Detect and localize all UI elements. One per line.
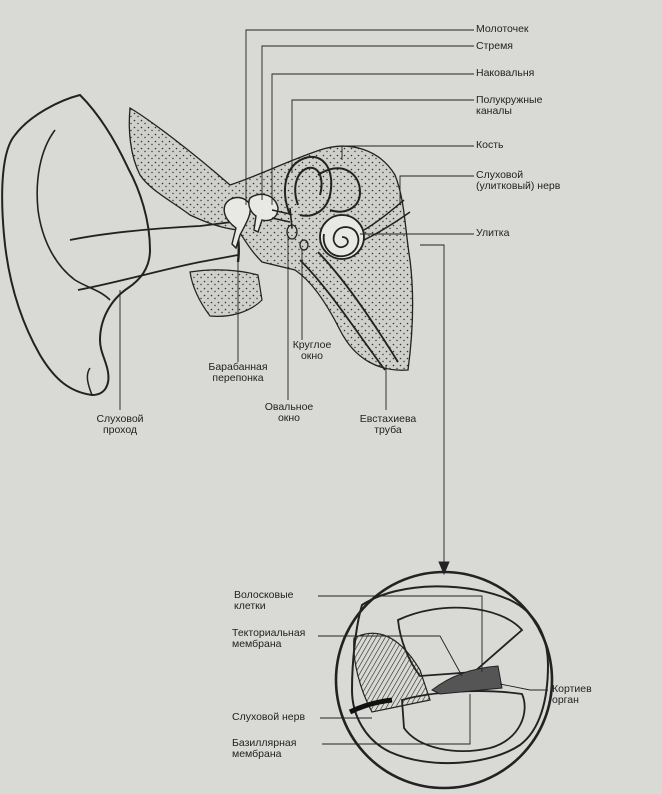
leader-lines: [120, 30, 474, 574]
label-cochlea: Улитка: [476, 227, 510, 239]
label-eardrum: Барабанная перепонка: [208, 361, 268, 384]
label-round-window: Круглое окно: [292, 339, 332, 362]
label-basilar-membrane: Базиллярная мембрана: [232, 737, 297, 760]
label-organ-of-corti: Кортиев орган: [552, 683, 592, 706]
label-hammer: Молоточек: [476, 23, 529, 35]
label-auditory-nerve: Слуховой (улитковый) нерв: [476, 169, 561, 192]
label-semicircular-canals: Полукружные каналы: [476, 94, 543, 117]
label-hair-cells: Волосковые клетки: [234, 589, 294, 612]
label-bone: Кость: [476, 139, 504, 151]
label-inset-auditory-nerve: Слуховой нерв: [232, 711, 306, 723]
label-ear-canal: Слуховой проход: [96, 413, 144, 436]
lower-bone-block: [190, 270, 262, 317]
label-oval-window: Овальное окно: [264, 401, 314, 424]
label-eustachian-tube: Евстахиева труба: [359, 413, 417, 436]
label-anvil: Наковальня: [476, 67, 535, 79]
label-tectorial-membrane: Текториальная мембрана: [232, 627, 306, 650]
auricle: [2, 95, 150, 395]
temporal-bone: [129, 108, 412, 370]
cochlea-spiral: [320, 215, 364, 259]
label-stirrup: Стремя: [476, 40, 513, 52]
cochlea-cross-section: [318, 572, 552, 788]
auricle-inner-fold: [37, 130, 110, 300]
